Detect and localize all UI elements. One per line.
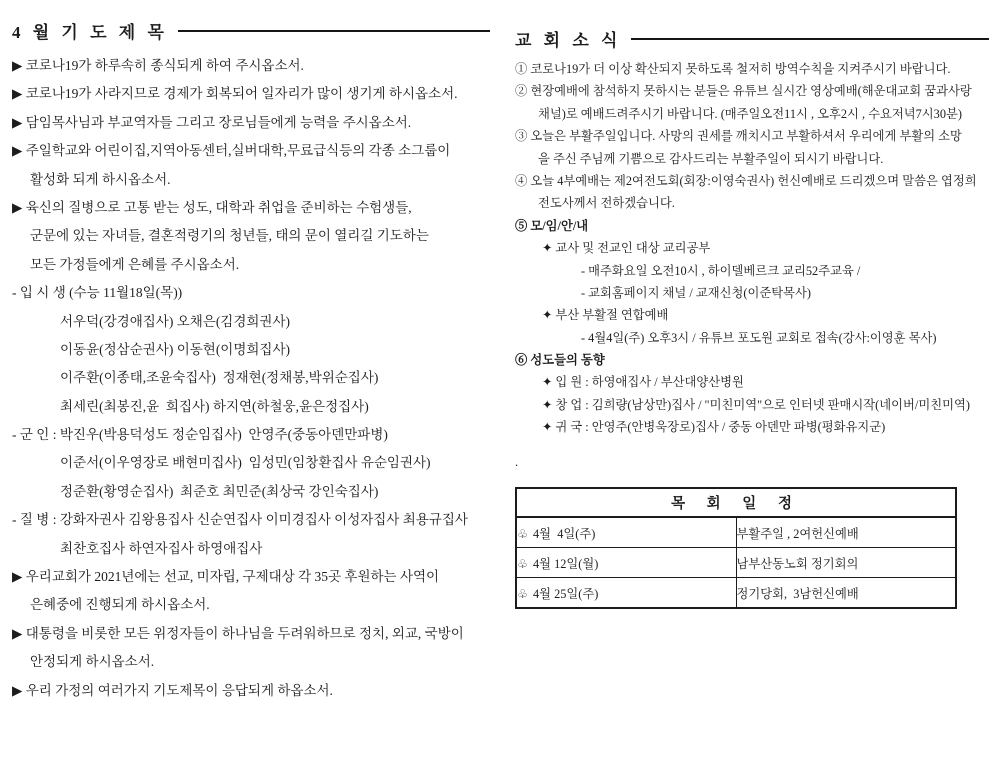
prayer-line: ▶ 육신의 질병으로 고통 받는 성도, 대학과 취업을 준비하는 수험생들, xyxy=(12,199,412,215)
event-cell: 남부산동노회 정기회의 xyxy=(736,548,956,578)
prayer-line: 모든 가정들에게 은혜를 주시옵소서. xyxy=(30,256,240,272)
prayer-line: ▶ 담임목사님과 부교역자들 그리고 장로님들에게 능력을 주시옵소서. xyxy=(12,114,412,130)
prayer-section xyxy=(12,18,490,705)
prayer-line: ▶ 코로나19가 하루속히 종식되게 하여 주시옵소서. xyxy=(12,58,304,73)
schedule-table xyxy=(515,487,957,609)
news-line: ④ 오늘 4부예배는 제2여전도회(회장:이영숙권사) 헌신예배로 드리겠으며 말씀은 엽정희 xyxy=(515,173,977,188)
news-line: ✦ 부산 부활절 연합예배 xyxy=(542,308,669,323)
stray-period: . xyxy=(515,454,519,469)
news-line: ✦ 교사 및 전교인 대상 교리공부 xyxy=(542,241,711,256)
news-section xyxy=(515,26,989,609)
news-line: ✦ 귀 국 : 안영주(안병욱장로)집사 / 중동 아덴만 파병(평화유지군) xyxy=(542,420,886,435)
date-cell xyxy=(516,517,736,548)
news-line: - 4월4일(주) 오후3시 / 유튜브 포도원 교회로 접속(강사:이영훈 목사) xyxy=(581,330,937,345)
date-text: 4월 12일(월) xyxy=(533,556,599,571)
prayer-lines xyxy=(12,52,490,705)
news-line: 을 주신 주님께 기쁨으로 감사드리는 부활주일이 되시기 바랍니다. xyxy=(538,151,884,166)
club-icon: ♧ xyxy=(517,556,529,571)
prayer-title: 4 월 기 도 제 목 xyxy=(12,22,168,42)
prayer-header xyxy=(12,18,490,42)
prayer-line: 서우덕(강경애집사) 오채은(김경희권사) xyxy=(60,313,291,329)
prayer-line: 활성화 되게 하시옵소서. xyxy=(30,171,171,187)
prayer-line: 이주환(이종태,조윤숙집사) 정재현(정채봉,박위순집사) xyxy=(60,370,379,386)
prayer-line-exam-students: - 입 시 생 (수능 11월18일(목)) xyxy=(12,285,183,301)
event-cell: 부활주일 , 2여헌신예배 xyxy=(736,517,956,548)
prayer-line: 최세린(최봉진,윤 희집사) 하지연(하철웅,윤은정집사) xyxy=(60,398,369,414)
club-icon: ♧ xyxy=(517,586,529,601)
news-title-rule xyxy=(631,38,989,40)
news-line: - 매주화요일 오전10시 , 하이델베르크 교리52주교육 / xyxy=(581,263,861,278)
news-line: ✦ 입 원 : 하영애집사 / 부산대양산병원 xyxy=(542,375,744,390)
news-line: ✦ 창 업 : 김희량(남상만)집사 / "미친미역"으로 인터넷 판매시작(네이버/미친미역) xyxy=(542,397,970,412)
news-line: 채널)로 예배드려주시기 바랍니다. (매주일오전11시 , 오후2시 , 수요저녁7시30분) xyxy=(538,106,962,121)
schedule-row xyxy=(516,578,956,609)
news-line: ③ 오늘은 부활주일입니다. 사망의 권세를 깨치시고 부활하셔서 우리에게 부활의 소망 xyxy=(515,129,962,144)
prayer-line: ▶ 우리 가정의 여러가지 기도제목이 응답되게 하옵소서. xyxy=(12,682,333,698)
prayer-line: 정준환(황영순집사) 최준호 최민준(최상국 강인숙집사) xyxy=(60,483,379,499)
prayer-line: 은혜중에 진행되게 하시옵소서. xyxy=(30,597,210,613)
schedule-header-row xyxy=(516,488,956,517)
prayer-line-sick: - 질 병 : 강화자권사 김왕용집사 신순연집사 이미경집사 이성자집사 최용규집사 xyxy=(12,512,468,528)
club-icon: ♧ xyxy=(517,526,529,541)
prayer-line: 이준서(이우영장로 배현미집사) 임성민(임창환집사 유순임권사) xyxy=(60,455,431,471)
news-line: - 교회홈페이지 채널 / 교재신청(이준탁목사) xyxy=(581,285,811,300)
date-text: 4월 4일(주) xyxy=(533,526,596,541)
news-line: ① 코로나19가 더 이상 확산되지 못하도록 철저히 방역수칙을 지켜주시기 바랍니다. xyxy=(515,62,951,76)
schedule-row xyxy=(516,548,956,578)
prayer-line: 군문에 있는 자녀들, 결혼적령기의 청년들, 태의 문이 열리길 기도하는 xyxy=(30,228,429,244)
prayer-line: 최찬호집사 하연자집사 하영애집사 xyxy=(60,540,263,556)
prayer-line: 안정되게 하시옵소서. xyxy=(30,654,155,670)
news-title: 교 회 소 식 xyxy=(515,30,622,50)
prayer-line-soldiers: - 군 인 : 박진우(박용덕성도 정순임집사) 안영주(중동아덴만파병) xyxy=(12,427,388,443)
prayer-title-rule xyxy=(178,30,490,32)
date-cell xyxy=(516,548,736,578)
news-lines xyxy=(515,58,989,473)
date-cell xyxy=(516,578,736,609)
date-text: 4월 25일(주) xyxy=(533,586,599,601)
news-line: 전도사께서 전하겠습니다. xyxy=(538,196,675,211)
prayer-line: 이동윤(정삼순권사) 이동현(이명희집사) xyxy=(60,341,291,357)
news-line-meetings-heading: ⑤ 모/임/안/내 xyxy=(515,218,589,233)
prayer-line: ▶ 주일학교와 어린이집,지역아동센터,실버대학,무료급식등의 각종 소그룹이 xyxy=(12,143,451,159)
prayer-line: ▶ 대통령을 비롯한 모든 위정자들이 하나님을 두려워하므로 정치, 외교, 국방이 xyxy=(12,625,464,641)
news-header xyxy=(515,26,989,50)
prayer-line: ▶ 우리교회가 2021년에는 선교, 미자립, 구제대상 각 35곳 후원하는 사역이 xyxy=(12,569,440,585)
event-cell: 정기당회, 3남헌신예배 xyxy=(736,578,956,609)
schedule-title: 목 회 일 정 xyxy=(516,488,956,517)
prayer-line: ▶ 코로나19가 사라지므로 경제가 회복되어 일자리가 많이 생기게 하시옵소서. xyxy=(12,86,458,102)
news-line: ② 현장예배에 참석하지 못하시는 분들은 유튜브 실시간 영상예배(해운대교회 꿈과사랑 xyxy=(515,84,972,99)
schedule-row xyxy=(516,517,956,548)
news-line-members-heading: ⑥ 성도들의 동향 xyxy=(515,353,605,368)
